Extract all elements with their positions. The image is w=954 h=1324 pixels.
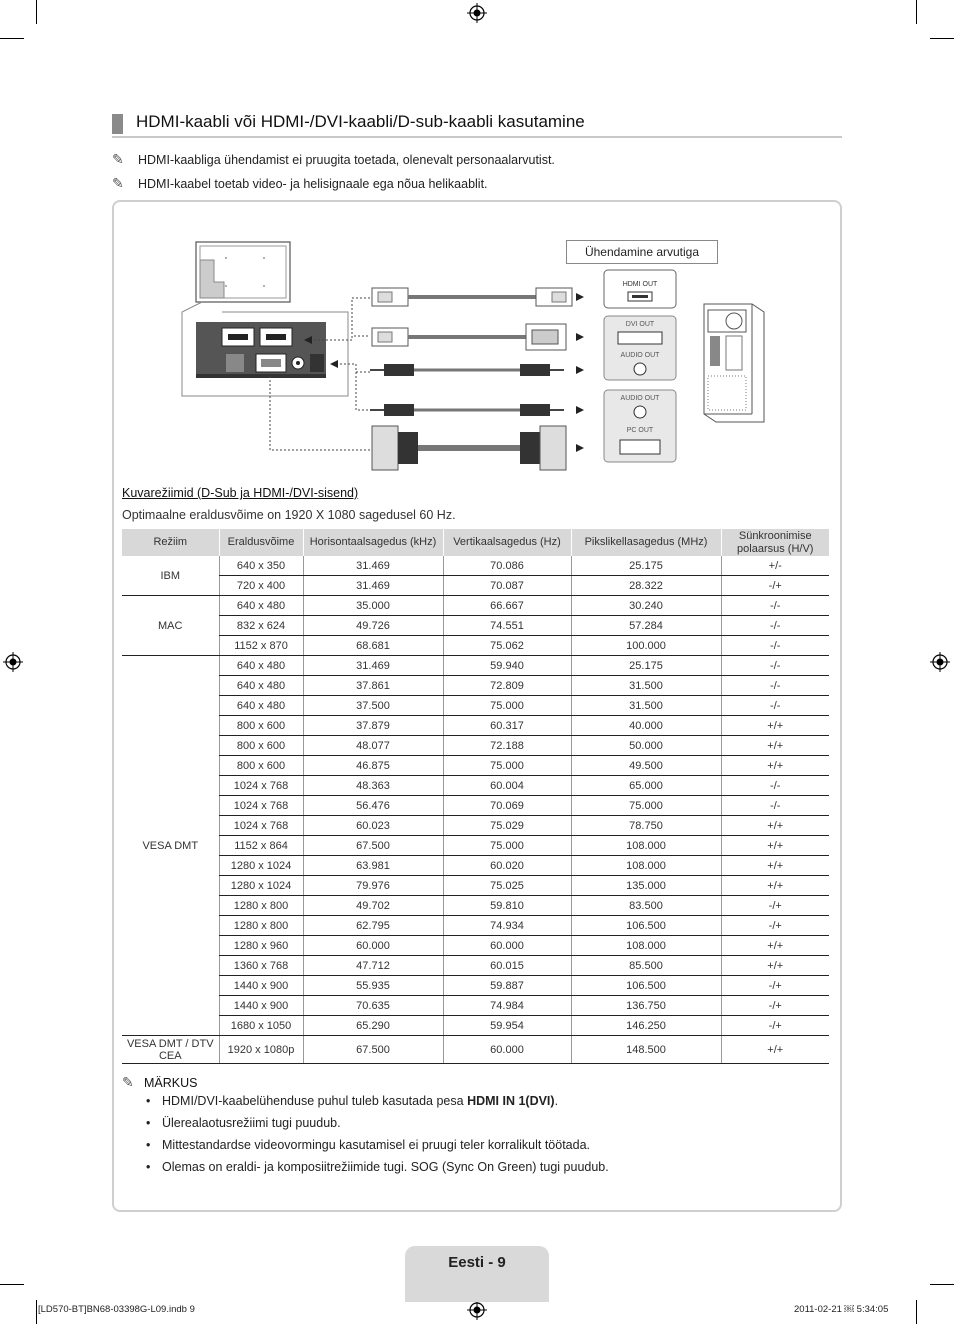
table-row bbox=[122, 816, 829, 836]
table-cell: 49.726 bbox=[303, 616, 443, 636]
table-cell: 70.086 bbox=[443, 556, 571, 576]
table-cell: 56.476 bbox=[303, 796, 443, 816]
hdmi-out-label: HDMI OUT bbox=[622, 281, 658, 288]
connect-to-pc-label: Ühendamine arvutiga bbox=[566, 240, 718, 264]
dvi-out-label: DVI OUT bbox=[625, 321, 655, 328]
table-cell: 108.000 bbox=[571, 936, 721, 956]
table-cell: 63.981 bbox=[303, 856, 443, 876]
remarks-list bbox=[142, 1090, 609, 1178]
table-cell: 70.635 bbox=[303, 996, 443, 1016]
table-cell: 66.667 bbox=[443, 596, 571, 616]
remarks-heading bbox=[122, 1074, 197, 1091]
column-header: Horisontaalsagedus (kHz) bbox=[303, 529, 443, 556]
crop-mark bbox=[916, 1300, 917, 1324]
table-cell: -/+ bbox=[721, 1016, 829, 1036]
page-number: Eesti - 9 bbox=[448, 1254, 506, 1271]
table-cell: 60.000 bbox=[303, 936, 443, 956]
pc-port-hdmi-out bbox=[604, 270, 676, 308]
crop-mark bbox=[36, 0, 37, 24]
list-item: • Mittestandardse videovormingu kasutamisel ei pruugi teler korralikult töötada. bbox=[142, 1134, 609, 1156]
table-cell: 25.175 bbox=[571, 556, 721, 576]
table-cell: 106.500 bbox=[571, 976, 721, 996]
audio-cable-icon bbox=[370, 364, 584, 376]
registration-mark-icon bbox=[3, 652, 23, 672]
page-title: HDMI-kaabli või HDMI-/DVI-kaabli/D-sub-kaabli kasutamine bbox=[136, 112, 585, 131]
pc-out-label: PC OUT bbox=[626, 427, 654, 434]
table-cell: 800 x 600 bbox=[219, 736, 303, 756]
section-title-bar bbox=[112, 112, 842, 138]
list-item: • Olemas on eraldi- ja komposiitrežiimide tugi. SOG (Sync On Green) tugi puudub. bbox=[142, 1156, 609, 1178]
d-sub-cable-icon bbox=[372, 426, 584, 470]
table-cell: +/+ bbox=[721, 836, 829, 856]
page-number-tab bbox=[405, 1246, 549, 1302]
table-cell: 72.188 bbox=[443, 736, 571, 756]
table-cell: -/+ bbox=[721, 996, 829, 1016]
table-cell: 46.875 bbox=[303, 756, 443, 776]
crop-mark bbox=[0, 1284, 24, 1285]
table-row bbox=[122, 556, 829, 576]
table-cell: 640 x 480 bbox=[219, 676, 303, 696]
mode-cell: IBM bbox=[122, 556, 219, 596]
table-cell: 55.935 bbox=[303, 976, 443, 996]
table-cell: +/+ bbox=[721, 816, 829, 836]
table-row bbox=[122, 736, 829, 756]
table-cell: 1280 x 1024 bbox=[219, 856, 303, 876]
table-cell: +/+ bbox=[721, 936, 829, 956]
table-cell: -/+ bbox=[721, 896, 829, 916]
table-cell: 60.015 bbox=[443, 956, 571, 976]
table-row bbox=[122, 756, 829, 776]
table-cell: 48.077 bbox=[303, 736, 443, 756]
table-cell: -/- bbox=[721, 596, 829, 616]
note-text: HDMI-kaabel toetab video- ja helisignaale ega nõua helikaablit. bbox=[138, 177, 488, 191]
remarks-title: MÄRKUS bbox=[144, 1076, 198, 1090]
table-cell: 1280 x 1024 bbox=[219, 876, 303, 896]
table-row bbox=[122, 776, 829, 796]
table-cell: 37.879 bbox=[303, 716, 443, 736]
column-header: Eraldusvõime bbox=[219, 529, 303, 556]
table-cell: 1024 x 768 bbox=[219, 796, 303, 816]
table-row bbox=[122, 936, 829, 956]
table-cell: 70.087 bbox=[443, 576, 571, 596]
table-subtitle: Optimaalne eraldusvõime on 1920 X 1080 sagedusel 60 Hz. bbox=[122, 508, 456, 522]
table-cell: -/- bbox=[721, 636, 829, 656]
table-row bbox=[122, 956, 829, 976]
pencil-icon: ✎ bbox=[112, 175, 124, 191]
table-cell: 1360 x 768 bbox=[219, 956, 303, 976]
table-cell: 57.284 bbox=[571, 616, 721, 636]
crop-mark bbox=[916, 0, 917, 24]
table-cell: 75.000 bbox=[443, 836, 571, 856]
table-row bbox=[122, 616, 829, 636]
table-cell: 85.500 bbox=[571, 956, 721, 976]
registration-mark-icon bbox=[467, 3, 487, 23]
table-cell: 75.025 bbox=[443, 876, 571, 896]
table-cell: 1280 x 960 bbox=[219, 936, 303, 956]
table-cell: 1440 x 900 bbox=[219, 976, 303, 996]
table-cell: 148.500 bbox=[571, 1036, 721, 1064]
audio-cable-icon bbox=[370, 404, 584, 416]
table-cell: 78.750 bbox=[571, 816, 721, 836]
table-cell: +/+ bbox=[721, 956, 829, 976]
audio-out-label: AUDIO OUT bbox=[620, 395, 660, 402]
table-cell: 74.551 bbox=[443, 616, 571, 636]
table-row bbox=[122, 716, 829, 736]
mode-cell: VESA DMT bbox=[122, 656, 219, 1036]
table-cell: 31.469 bbox=[303, 576, 443, 596]
table-row bbox=[122, 836, 829, 856]
table-cell: -/+ bbox=[721, 976, 829, 996]
table-cell: 800 x 600 bbox=[219, 716, 303, 736]
table-row bbox=[122, 976, 829, 996]
table-cell: 62.795 bbox=[303, 916, 443, 936]
table-cell: 136.750 bbox=[571, 996, 721, 1016]
table-cell: 75.000 bbox=[443, 756, 571, 776]
table-cell: 640 x 480 bbox=[219, 696, 303, 716]
table-cell: -/+ bbox=[721, 576, 829, 596]
table-cell: +/+ bbox=[721, 856, 829, 876]
table-heading: Kuvarežiimid (D-Sub ja HDMI-/DVI-sisend) bbox=[122, 486, 359, 500]
table-row bbox=[122, 856, 829, 876]
hdmi-cable-icon bbox=[372, 288, 584, 306]
table-cell: 49.500 bbox=[571, 756, 721, 776]
table-cell: 60.000 bbox=[443, 1036, 571, 1064]
table-cell: 1440 x 900 bbox=[219, 996, 303, 1016]
table-cell: 68.681 bbox=[303, 636, 443, 656]
note-2 bbox=[112, 175, 488, 192]
table-cell: 37.861 bbox=[303, 676, 443, 696]
table-cell: 31.500 bbox=[571, 696, 721, 716]
table-cell: 35.000 bbox=[303, 596, 443, 616]
table-cell: 75.000 bbox=[443, 696, 571, 716]
hdmi-dvi-cable-icon bbox=[372, 324, 584, 350]
table-cell: 67.500 bbox=[303, 836, 443, 856]
table-cell: 72.809 bbox=[443, 676, 571, 696]
table-cell: 1152 x 864 bbox=[219, 836, 303, 856]
table-cell: 100.000 bbox=[571, 636, 721, 656]
table-cell: -/+ bbox=[721, 916, 829, 936]
mode-cell: VESA DMT / DTV CEA bbox=[122, 1036, 219, 1064]
table-cell: 59.954 bbox=[443, 1016, 571, 1036]
footer-timestamp: 2011-02-21 ￼ 5:34:05 bbox=[794, 1304, 889, 1315]
table-cell: 37.500 bbox=[303, 696, 443, 716]
table-row bbox=[122, 636, 829, 656]
column-header: Pikslikellasagedus (MHz) bbox=[571, 529, 721, 556]
table-cell: 1152 x 870 bbox=[219, 636, 303, 656]
table-cell: 832 x 624 bbox=[219, 616, 303, 636]
pc-port-dvi-audio bbox=[604, 316, 676, 380]
crop-mark bbox=[930, 1284, 954, 1285]
table-cell: 640 x 480 bbox=[219, 596, 303, 616]
table-cell: -/- bbox=[721, 776, 829, 796]
table-cell: 65.290 bbox=[303, 1016, 443, 1036]
pencil-icon: ✎ bbox=[112, 151, 124, 167]
crop-mark bbox=[0, 38, 24, 39]
table-cell: 60.020 bbox=[443, 856, 571, 876]
table-cell: 28.322 bbox=[571, 576, 721, 596]
table-cell: 640 x 480 bbox=[219, 656, 303, 676]
table-cell: +/- bbox=[721, 556, 829, 576]
table-row bbox=[122, 676, 829, 696]
table-cell: 48.363 bbox=[303, 776, 443, 796]
table-row bbox=[122, 916, 829, 936]
table-row bbox=[122, 576, 829, 596]
table-cell: 146.250 bbox=[571, 1016, 721, 1036]
list-item: • Ülerealaotusrežiimi tugi puudub. bbox=[142, 1112, 609, 1134]
table-cell: 67.500 bbox=[303, 1036, 443, 1064]
table-cell: 65.000 bbox=[571, 776, 721, 796]
connection-diagram bbox=[180, 236, 780, 472]
table-cell: 720 x 400 bbox=[219, 576, 303, 596]
table-cell: +/+ bbox=[721, 756, 829, 776]
crop-mark bbox=[930, 38, 954, 39]
column-header: Režiim bbox=[122, 529, 219, 556]
table-cell: 60.000 bbox=[443, 936, 571, 956]
table-cell: 108.000 bbox=[571, 836, 721, 856]
audio-out-label: AUDIO OUT bbox=[620, 352, 660, 359]
table-cell: 59.810 bbox=[443, 896, 571, 916]
column-header: Vertikaalsagedus (Hz) bbox=[443, 529, 571, 556]
table-cell: 75.029 bbox=[443, 816, 571, 836]
table-cell: 1024 x 768 bbox=[219, 776, 303, 796]
note-text: HDMI-kaabliga ühendamist ei pruugita toetada, olenevalt personaalarvutist. bbox=[138, 153, 555, 167]
table-cell: 49.702 bbox=[303, 896, 443, 916]
table-cell: +/+ bbox=[721, 1036, 829, 1064]
table-cell: 106.500 bbox=[571, 916, 721, 936]
table-cell: -/- bbox=[721, 676, 829, 696]
table-cell: 75.062 bbox=[443, 636, 571, 656]
table-row bbox=[122, 996, 829, 1016]
table-cell: 47.712 bbox=[303, 956, 443, 976]
table-cell: 31.469 bbox=[303, 556, 443, 576]
table-cell: 1280 x 800 bbox=[219, 916, 303, 936]
table-header-row bbox=[122, 529, 829, 556]
pencil-icon: ✎ bbox=[122, 1074, 134, 1090]
table-cell: 108.000 bbox=[571, 856, 721, 876]
table-cell: 70.069 bbox=[443, 796, 571, 816]
table-row bbox=[122, 1036, 829, 1064]
table-cell: 1920 x 1080p bbox=[219, 1036, 303, 1064]
table-cell: -/- bbox=[721, 616, 829, 636]
table-cell: 30.240 bbox=[571, 596, 721, 616]
crop-mark bbox=[36, 1300, 37, 1324]
table-cell: +/+ bbox=[721, 736, 829, 756]
table-row bbox=[122, 876, 829, 896]
list-item: • HDMI/DVI-kaabelühenduse puhul tuleb kasutada pesa HDMI IN 1(DVI). bbox=[142, 1090, 609, 1112]
table-cell: 83.500 bbox=[571, 896, 721, 916]
table-cell: 59.887 bbox=[443, 976, 571, 996]
table-cell: 60.317 bbox=[443, 716, 571, 736]
footer-file-info: [LD570-BT]BN68-03398G-L09.indb 9 bbox=[38, 1304, 195, 1315]
table-row bbox=[122, 696, 829, 716]
table-row bbox=[122, 596, 829, 616]
pc-port-audio-pc bbox=[604, 390, 676, 462]
table-cell: -/- bbox=[721, 656, 829, 676]
table-cell: 640 x 350 bbox=[219, 556, 303, 576]
pc-tower-icon bbox=[704, 304, 764, 422]
table-cell: 1280 x 800 bbox=[219, 896, 303, 916]
column-header: Sünkroonimise polaarsus (H/V) bbox=[721, 529, 829, 556]
table-cell: +/+ bbox=[721, 876, 829, 896]
tv-input-panel bbox=[196, 322, 326, 378]
table-cell: 60.023 bbox=[303, 816, 443, 836]
table-cell: 74.934 bbox=[443, 916, 571, 936]
table-cell: 75.000 bbox=[571, 796, 721, 816]
table-cell: 60.004 bbox=[443, 776, 571, 796]
table-cell: 40.000 bbox=[571, 716, 721, 736]
table-cell: 25.175 bbox=[571, 656, 721, 676]
table-cell: 74.984 bbox=[443, 996, 571, 1016]
table-cell: -/- bbox=[721, 696, 829, 716]
registration-mark-icon bbox=[930, 652, 950, 672]
title-marker bbox=[112, 114, 123, 134]
table-row bbox=[122, 1016, 829, 1036]
note-1 bbox=[112, 151, 555, 168]
table-cell: 31.500 bbox=[571, 676, 721, 696]
table-cell: 79.976 bbox=[303, 876, 443, 896]
table-row bbox=[122, 796, 829, 816]
table-row bbox=[122, 896, 829, 916]
table-cell: 50.000 bbox=[571, 736, 721, 756]
table-cell: 1024 x 768 bbox=[219, 816, 303, 836]
display-modes-table bbox=[122, 529, 829, 1064]
table-cell: 31.469 bbox=[303, 656, 443, 676]
table-cell: 135.000 bbox=[571, 876, 721, 896]
table-cell: 1680 x 1050 bbox=[219, 1016, 303, 1036]
table-row bbox=[122, 656, 829, 676]
mode-cell: MAC bbox=[122, 596, 219, 656]
table-cell: +/+ bbox=[721, 716, 829, 736]
table-cell: 59.940 bbox=[443, 656, 571, 676]
table-cell: -/- bbox=[721, 796, 829, 816]
table-cell: 800 x 600 bbox=[219, 756, 303, 776]
registration-mark-icon bbox=[467, 1300, 487, 1320]
tv-back-icon bbox=[196, 242, 290, 302]
